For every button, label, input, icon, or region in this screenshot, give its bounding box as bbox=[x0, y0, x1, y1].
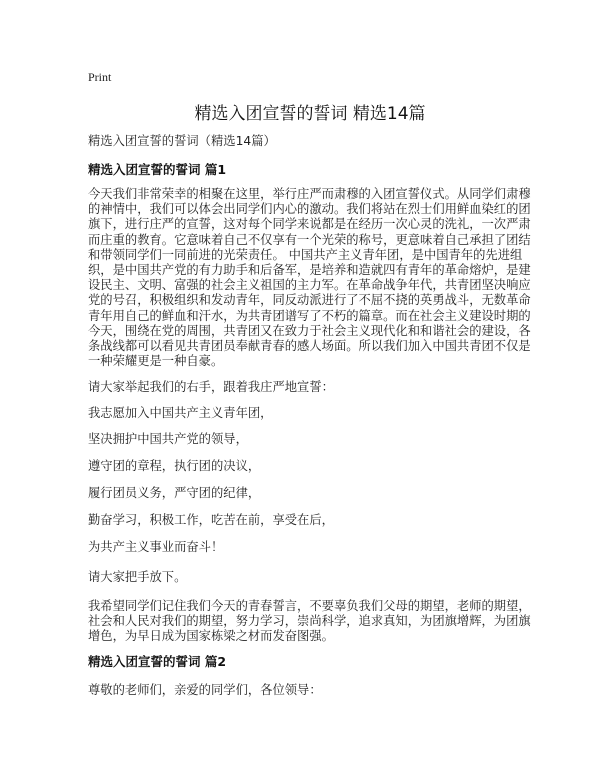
text-line: 增色，为早日成为国家栋梁之材而发奋图强。 bbox=[88, 629, 334, 644]
text-line: 条战线都可以看见共青团员奉献青春的感人场面。所以我们加入中国共青团不仅是 bbox=[88, 339, 531, 354]
subtitle: 精选入团宣誓的誓词（精选14篇） bbox=[88, 134, 276, 148]
print-link[interactable]: Print bbox=[88, 70, 112, 84]
oath-line: 请大家把手放下。 bbox=[88, 570, 187, 584]
text-line: 和带领同学们一同前进的光荣责任。 中国共产主义青年团，是中国青年的先进组 bbox=[88, 247, 523, 262]
section2-first-line: 尊敬的老师们，亲爱的同学们，各位领导： bbox=[88, 683, 322, 697]
text-line: 社会和人民对我们的期望，努力学习，崇尚科学，追求真知，为团旗增辉，为团旗 bbox=[88, 614, 531, 629]
page-title: 精选入团宣誓的誓词 精选14篇 bbox=[194, 104, 426, 124]
oath-line: 我志愿加入中国共产主义青年团， bbox=[88, 406, 273, 420]
section-heading-2: 精选入团宣誓的誓词 篇2 bbox=[88, 654, 227, 669]
oath-line: 请大家举起我们的右手，跟着我庄严地宣誓： bbox=[88, 380, 334, 394]
oath-line: 为共产主义事业而奋斗！ bbox=[88, 540, 224, 554]
text-line: 党的号召，积极组织和发动青年，同反动派进行了不屈不挠的英勇战斗，无数革命 bbox=[88, 293, 531, 308]
text-line: 今天我们非常荣幸的相聚在这里，举行庄严而肃穆的入团宣誓仪式。从同学们肃穆 bbox=[88, 187, 531, 201]
paragraph-hope bbox=[88, 599, 531, 645]
text-line: 今天，围绕在党的周围，共青团又在致力于社会主义现代化和和谐社会的建设，各 bbox=[88, 323, 531, 338]
oath-line: 遵守团的章程，执行团的决议， bbox=[88, 459, 261, 473]
oath-line: 履行团员义务，严守团的纪律， bbox=[88, 486, 261, 500]
text-line: 的神情中，我们可以体会出同学们内心的激动。我们将站在烈士们用鲜血染红的团 bbox=[88, 202, 531, 217]
text-line: 我希望同学们记住我们今天的青春誓言，不要辜负我们父母的期望，老师的期望， bbox=[88, 599, 531, 613]
text-line: 设民主、文明、富强的社会主义祖国的主力军。在革命战争年代，共青团坚决响应 bbox=[88, 278, 531, 293]
text-line: 旗下，进行庄严的宣誓，这对每个同学来说都是在经历一次心灵的洗礼，一次严肃 bbox=[88, 217, 531, 232]
paragraph-intro bbox=[88, 187, 531, 369]
text-line: 织，是中国共产党的有力助手和后备军，是培养和造就四有青年的革命熔炉，是建 bbox=[88, 263, 531, 278]
text-line: 青年用自己的鲜血和汗水，为共青团谱写了不朽的篇章。而在社会主义建设时期的 bbox=[88, 308, 531, 323]
text-line: 而庄重的教育。它意味着自己不仅享有一个光荣的称号，更意味着自己承担了团结 bbox=[88, 232, 531, 247]
section-heading-1: 精选入团宣誓的誓词 篇1 bbox=[88, 162, 227, 177]
oath-line: 坚决拥护中国共产党的领导， bbox=[88, 432, 248, 446]
text-line: 一种荣耀更是一种自豪。 bbox=[88, 354, 224, 369]
oath-line: 勤奋学习，积极工作，吃苦在前，享受在后， bbox=[88, 513, 334, 527]
